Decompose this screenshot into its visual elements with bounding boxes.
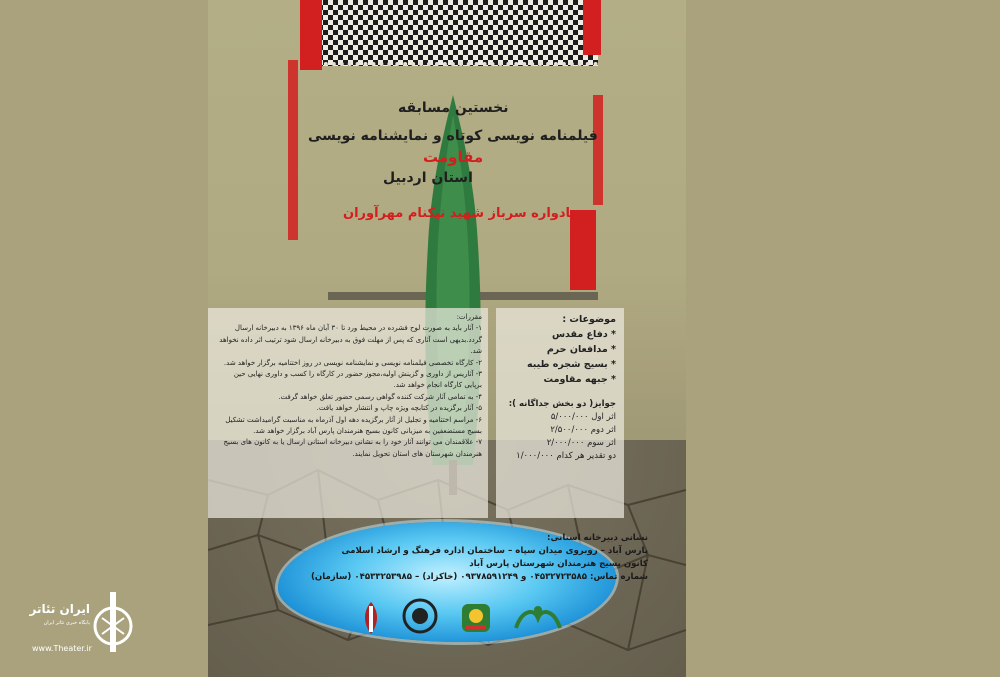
basij-logo-icon <box>456 598 496 638</box>
rules-heading: مقررات: <box>456 313 482 321</box>
artists-basij-logo-icon <box>508 600 568 636</box>
topic-item: * جبهه مقاومت <box>543 374 616 385</box>
address-line: پارس آباد – روبروی میدان سپاه – ساختمان اداره فرهنگ و ارشاد اسلامی <box>341 546 648 556</box>
prize-item: اثر دوم ۲/۵۰۰/۰۰۰ <box>550 425 616 435</box>
iran-emblem-logo-icon <box>356 598 386 638</box>
ministry-logo-icon <box>400 596 440 636</box>
checkered-scarf <box>308 0 598 66</box>
red-brush-left <box>300 0 322 70</box>
topics-panel <box>496 308 624 518</box>
address-line: کانون بسیج هنرمندان شهرستان پارس آباد <box>469 559 648 569</box>
title-highlight: مقاومت <box>423 148 484 166</box>
topic-item: * دفاع مقدس <box>551 329 616 340</box>
rules-panel <box>208 308 488 518</box>
prize-item: اثر سوم ۲/۰۰۰/۰۰۰ <box>546 438 616 448</box>
topic-item: * مدافعان حرم <box>546 344 616 355</box>
title-line-2: فیلمنامه نویسی کوتاه و نمایشنامه نویسی <box>308 128 598 144</box>
red-brush-right <box>583 0 601 55</box>
rule-item: ۵- آثار برگزیده در کتابچه ویژه چاپ و انتشار خواهد یافت. <box>316 404 482 413</box>
watermark-url: www.Theater.ir <box>32 644 92 653</box>
theater-ir-watermark <box>30 588 170 658</box>
rule-item: ۴- به تمامی آثار شرکت کننده گواهی رسمی حضور تعلق خواهد گرفت. <box>278 392 482 401</box>
title-line-4: استان اردبیل <box>383 170 473 186</box>
prize-item: دو تقدیر هر کدام ۱/۰۰۰/۰۰۰ <box>516 451 616 461</box>
title-line-1: نخستین مسابقه <box>398 100 509 116</box>
rule-item: ۷- علاقمندان می توانند آثار خود را به نشانی دبیرخانه استانی ارسال یا به کانون های بسیج هنرمندان شهرستان های استان تحویل نمایند. <box>223 438 482 458</box>
rule-item: ۱- آثار باید به صورت لوح فشرده در محیط ورد تا ۳۰ آبان ماه ۱۳۹۶ به دبیرخانه ارسال گردد.بدیهی است آثاری که پس از مهلت فوق به دبیرخانه ارسال شود ترتیب اثر داده نخواهد شد. <box>219 324 482 356</box>
title-line-5: یادواره سرباز شهید نیکنام مهرآوران <box>343 206 576 221</box>
theater-logo-icon <box>88 588 138 658</box>
red-brush-right-mid <box>593 95 603 205</box>
red-brush-left-mid <box>288 60 298 240</box>
rule-item: ۳- آثاریس از داوری و گزینش اولیه،مجوز حضور در کارگاه را کسب و داوری نهایی حین برپایی کارگاه انجام خواهد شد. <box>233 370 482 390</box>
address-block <box>248 532 648 584</box>
topic-item: * بسیج شجره طیبه <box>526 359 616 370</box>
poster <box>208 0 686 677</box>
rule-item: ۶- مراسم اختتامیه و تجلیل از آثار برگزیده دهه اول آذرماه به مناسبت گرامیداشت تشکیل بسیج مستضعفین به میزبانی کانون بسیج هنرمندان پارس آباد برگزار خواهد شد. <box>225 415 482 436</box>
topics-heading: موضوعات : <box>562 314 616 325</box>
red-brush-right-lower <box>570 210 596 290</box>
watermark-sub: پایگاه خبری تئاتر ایران <box>43 620 90 626</box>
contact-line: شماره تماس: ۰۴۵۳۲۷۲۳۵۸۵ و ۰۹۳۷۸۵۹۱۲۴۹ (خاکزاد) – ۰۴۵۳۳۲۵۳۹۸۵ (سازمان) <box>310 572 648 582</box>
watermark-brand: ایران تئاتر <box>29 602 90 616</box>
address-heading: نشانی دبیرخانه استانی: <box>547 533 648 543</box>
rule-item: ۲- کارگاه تخصصی فیلمنامه نویسی و نمایشنامه نویسی در روز اختتامیه برگزار خواهد شد. <box>223 358 482 367</box>
prize-item: اثر اول ۵/۰۰۰/۰۰۰ <box>550 412 616 422</box>
prizes-heading: جوایز( دو بخش جداگانه ): <box>508 399 616 409</box>
